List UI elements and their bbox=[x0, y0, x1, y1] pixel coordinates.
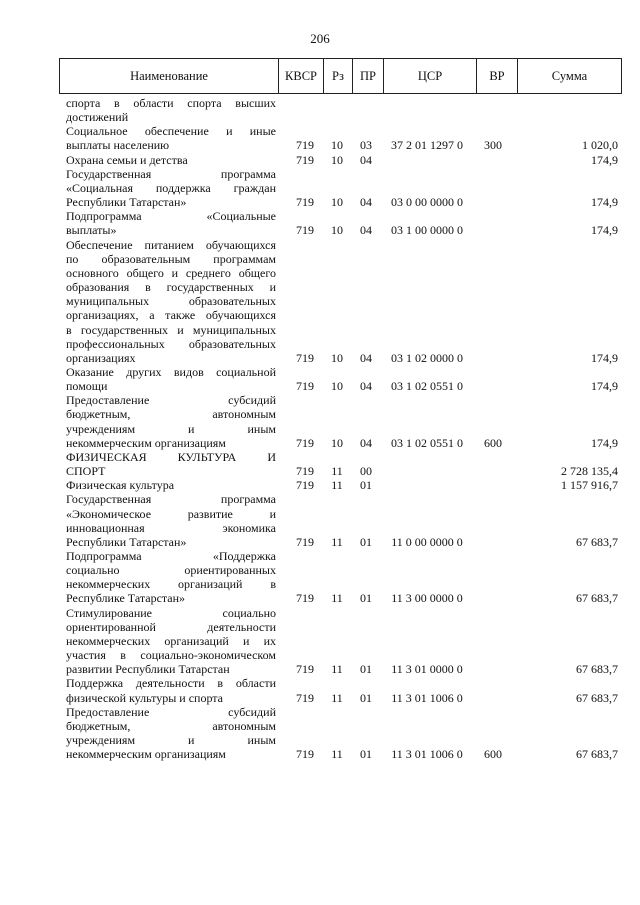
row-pr: 01 bbox=[360, 478, 372, 493]
row-name-line: развитии Республики Татарстан bbox=[66, 662, 230, 677]
row-name-line: некоммерческих организаций и их bbox=[66, 633, 276, 648]
row-name bbox=[66, 492, 276, 549]
row-rz: 10 bbox=[331, 223, 343, 238]
row-name-line: помощи bbox=[66, 379, 108, 394]
header-sum: Сумма bbox=[551, 68, 588, 83]
row-name-line: «Экономическое развитие и bbox=[66, 506, 276, 521]
row-name bbox=[66, 124, 276, 152]
table-row bbox=[66, 96, 622, 124]
row-name-line: Предоставление субсидий bbox=[66, 393, 276, 408]
row-name bbox=[66, 209, 276, 237]
header-csr: ЦСР bbox=[384, 59, 477, 93]
row-name-line: социально ориентированных bbox=[66, 563, 276, 578]
row-kvsr: 719 bbox=[296, 379, 314, 394]
row-sum: 174,9 bbox=[591, 195, 618, 210]
row-rz: 11 bbox=[331, 478, 343, 493]
row-name-line: профессиональных образовательных bbox=[66, 336, 276, 351]
row-pr: 04 bbox=[360, 152, 372, 167]
table-row bbox=[66, 606, 622, 677]
row-name-line: Республике Татарстан» bbox=[66, 591, 186, 606]
table-header bbox=[59, 58, 622, 94]
row-name-line: бюджетным, автономным bbox=[66, 407, 276, 422]
row-rz: 10 bbox=[331, 435, 343, 450]
row-sum: 174,9 bbox=[591, 350, 618, 365]
row-kvsr: 719 bbox=[296, 690, 314, 705]
row-name-line: достижений bbox=[66, 110, 129, 125]
row-name-line: инновационная экономика bbox=[66, 520, 276, 535]
row-name bbox=[66, 238, 276, 365]
row-name-line: «Социальная поддержка граждан bbox=[66, 180, 276, 195]
row-csr: 11 3 00 0000 0 bbox=[391, 591, 463, 606]
row-csr: 03 1 02 0551 0 bbox=[391, 379, 463, 394]
table-body bbox=[66, 96, 622, 761]
row-kvsr: 719 bbox=[296, 747, 314, 762]
table-row bbox=[66, 153, 622, 167]
row-sum: 174,9 bbox=[591, 223, 618, 238]
row-name-line: образования в государственных и bbox=[66, 280, 276, 295]
row-csr: 11 3 01 1006 0 bbox=[391, 747, 463, 762]
row-kvsr: 719 bbox=[296, 350, 314, 365]
row-pr: 01 bbox=[360, 690, 372, 705]
row-name bbox=[66, 393, 276, 450]
row-csr: 03 1 02 0551 0 bbox=[391, 435, 463, 450]
row-csr: 03 0 00 0000 0 bbox=[391, 195, 463, 210]
header-vr: ВР bbox=[477, 59, 518, 93]
row-vr: 300 bbox=[484, 138, 502, 153]
row-name-line: Государственная программа bbox=[66, 166, 276, 181]
row-name-line: основного общего и среднего общего bbox=[66, 265, 276, 280]
table-row bbox=[66, 124, 622, 152]
row-name-line: ФИЗИЧЕСКАЯ КУЛЬТУРА И bbox=[66, 449, 276, 464]
table-row bbox=[66, 238, 622, 365]
table-row bbox=[66, 676, 622, 704]
row-name-line: Предоставление субсидий bbox=[66, 704, 276, 719]
row-name-line: учреждениям и иным bbox=[66, 421, 276, 436]
row-pr: 04 bbox=[360, 195, 372, 210]
row-kvsr: 719 bbox=[296, 591, 314, 606]
row-name-line: по образовательным программам bbox=[66, 251, 276, 266]
table-row bbox=[66, 492, 622, 549]
row-name-line: Подпрограмма «Социальные bbox=[66, 209, 276, 224]
row-name bbox=[66, 153, 276, 167]
row-name-line: учреждениям и иным bbox=[66, 733, 276, 748]
row-rz: 11 bbox=[331, 690, 343, 705]
row-name bbox=[66, 167, 276, 209]
row-sum: 1 020,0 bbox=[582, 138, 618, 153]
row-pr: 04 bbox=[360, 350, 372, 365]
row-name-line: организациях, а также обучающихся bbox=[66, 308, 276, 323]
row-name-line: Стимулирование социально bbox=[66, 605, 276, 620]
row-name-line: в государственных и муниципальных bbox=[66, 322, 276, 337]
row-kvsr: 719 bbox=[296, 138, 314, 153]
row-vr: 600 bbox=[484, 747, 502, 762]
row-csr: 11 3 01 1006 0 bbox=[391, 690, 463, 705]
row-pr: 00 bbox=[360, 464, 372, 479]
row-name bbox=[66, 478, 276, 492]
row-csr: 03 1 02 0000 0 bbox=[391, 350, 463, 365]
row-name bbox=[66, 365, 276, 393]
table-row bbox=[66, 167, 622, 209]
row-name-line: Обеспечение питанием обучающихся bbox=[66, 237, 276, 252]
row-pr: 03 bbox=[360, 138, 372, 153]
row-name-line: муниципальных образовательных bbox=[66, 294, 276, 309]
row-kvsr: 719 bbox=[296, 534, 314, 549]
row-name-line: Поддержка деятельности в области bbox=[66, 676, 276, 691]
row-csr: 37 2 01 1297 0 bbox=[391, 138, 463, 153]
row-name-line: бюджетным, автономным bbox=[66, 718, 276, 733]
row-name-line: некоммерческим организациям bbox=[66, 747, 226, 762]
row-name-line: СПОРТ bbox=[66, 464, 106, 479]
row-name bbox=[66, 705, 276, 762]
row-rz: 11 bbox=[331, 464, 343, 479]
row-rz: 10 bbox=[331, 195, 343, 210]
row-sum: 67 683,7 bbox=[576, 747, 618, 762]
row-name-line: Охрана семьи и детства bbox=[66, 152, 188, 167]
row-kvsr: 719 bbox=[296, 435, 314, 450]
row-pr: 01 bbox=[360, 662, 372, 677]
row-pr: 01 bbox=[360, 591, 372, 606]
row-sum: 67 683,7 bbox=[576, 591, 618, 606]
row-name-line: некоммерческих организаций в bbox=[66, 577, 276, 592]
row-kvsr: 719 bbox=[296, 662, 314, 677]
row-name bbox=[66, 606, 276, 677]
row-sum: 2 728 135,4 bbox=[561, 464, 618, 479]
row-name-line: Оказание других видов социальной bbox=[66, 364, 276, 379]
row-name-line: Физическая культура bbox=[66, 478, 175, 493]
header-kvsr: КВСР bbox=[279, 59, 324, 93]
row-name bbox=[66, 676, 276, 704]
row-rz: 10 bbox=[331, 350, 343, 365]
table-row bbox=[66, 365, 622, 393]
table-row bbox=[66, 478, 622, 492]
row-pr: 04 bbox=[360, 223, 372, 238]
header-rz: Рз bbox=[324, 59, 353, 93]
row-sum: 174,9 bbox=[591, 379, 618, 394]
table-row bbox=[66, 705, 622, 762]
row-sum: 67 683,7 bbox=[576, 690, 618, 705]
row-sum: 67 683,7 bbox=[576, 662, 618, 677]
table-row bbox=[66, 393, 622, 450]
row-rz: 11 bbox=[331, 591, 343, 606]
row-kvsr: 719 bbox=[296, 464, 314, 479]
table-row bbox=[66, 450, 622, 478]
row-rz: 10 bbox=[331, 152, 343, 167]
row-pr: 01 bbox=[360, 534, 372, 549]
row-name-line: Республики Татарстан» bbox=[66, 534, 187, 549]
row-pr: 04 bbox=[360, 379, 372, 394]
row-name bbox=[66, 450, 276, 478]
row-name bbox=[66, 96, 276, 124]
row-csr: 03 1 00 0000 0 bbox=[391, 223, 463, 238]
row-name-line: спорта в области спорта высших bbox=[66, 96, 276, 110]
row-sum: 174,9 bbox=[591, 435, 618, 450]
row-rz: 10 bbox=[331, 138, 343, 153]
row-name-line: Государственная программа bbox=[66, 492, 276, 507]
row-kvsr: 719 bbox=[296, 223, 314, 238]
row-kvsr: 719 bbox=[296, 152, 314, 167]
row-sum: 1 157 916,7 bbox=[561, 478, 618, 493]
row-vr: 600 bbox=[484, 435, 502, 450]
row-rz: 11 bbox=[331, 534, 343, 549]
row-sum: 67 683,7 bbox=[576, 534, 618, 549]
row-name-line: выплаты» bbox=[66, 223, 117, 238]
row-kvsr: 719 bbox=[296, 478, 314, 493]
row-rz: 10 bbox=[331, 379, 343, 394]
row-sum: 174,9 bbox=[591, 152, 618, 167]
row-csr: 11 0 00 0000 0 bbox=[391, 534, 463, 549]
row-name-line: участия в социально-экономическом bbox=[66, 648, 276, 663]
header-name: Наименование bbox=[60, 59, 279, 93]
row-name-line: выплаты населению bbox=[66, 138, 170, 153]
row-kvsr: 719 bbox=[296, 195, 314, 210]
header-pr: ПР bbox=[353, 59, 384, 93]
row-name bbox=[66, 549, 276, 606]
row-csr: 11 3 01 0000 0 bbox=[391, 662, 463, 677]
row-name-line: ориентированной деятельности bbox=[66, 619, 276, 634]
table-row bbox=[66, 209, 622, 237]
table-row bbox=[66, 549, 622, 606]
row-name-line: Социальное обеспечение и иные bbox=[66, 124, 276, 139]
row-pr: 04 bbox=[360, 435, 372, 450]
page-number: 206 bbox=[310, 31, 330, 46]
row-rz: 11 bbox=[331, 747, 343, 762]
row-name-line: организациях bbox=[66, 350, 136, 365]
row-name-line: физической культуры и спорта bbox=[66, 690, 224, 705]
row-rz: 11 bbox=[331, 662, 343, 677]
row-name-line: некоммерческим организациям bbox=[66, 435, 226, 450]
row-name-line: Подпрограмма «Поддержка bbox=[66, 549, 276, 563]
row-name-line: Республики Татарстан» bbox=[66, 195, 187, 210]
row-pr: 01 bbox=[360, 747, 372, 762]
